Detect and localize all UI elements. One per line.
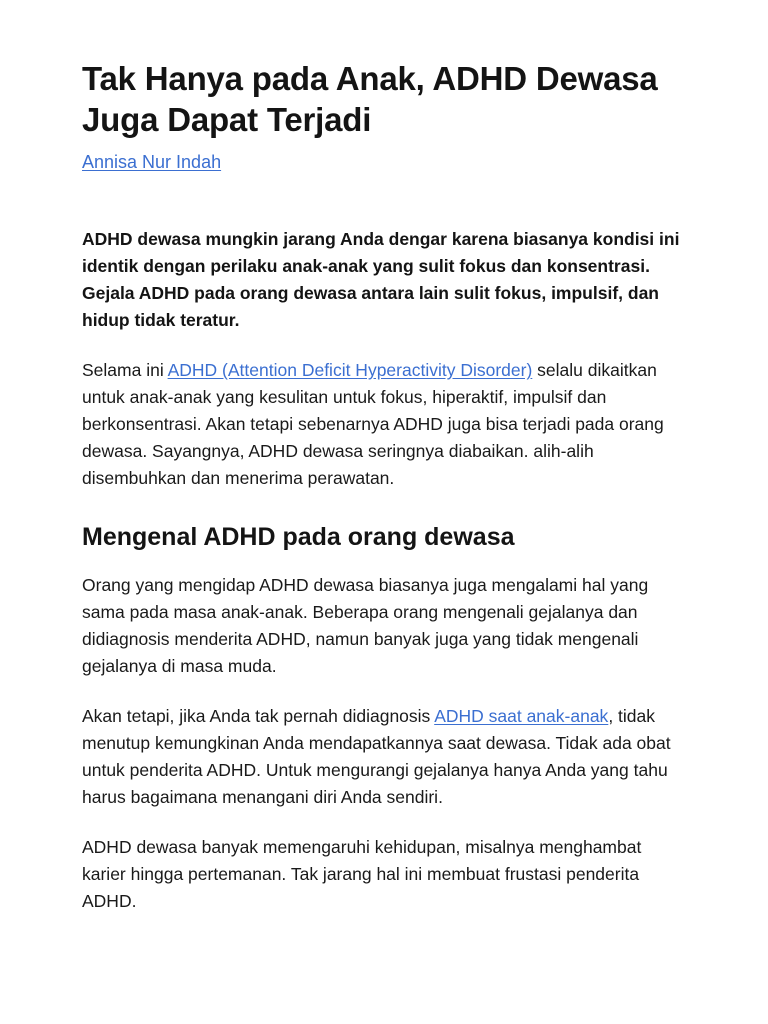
paragraph-recognition: Orang yang mengidap ADHD dewasa biasanya juga mengalami hal yang sama pada masa anak-anak. Beberapa orang mengenali gejalanya dan didiagnosis menderita ADHD, namun banyak juga yang tidak mengenali gejalanya di masa muda. [82, 575, 649, 676]
author-link[interactable]: Annisa Nur Indah [82, 152, 222, 172]
paragraph-intro-text-before: Selama ini [82, 360, 168, 380]
adhd-definition-link[interactable]: ADHD (Attention Deficit Hyperactivity Disorder) [167, 360, 533, 380]
article-title: Tak Hanya pada Anak, ADHD Dewasa Juga Dapat Terjadi [82, 60, 658, 138]
paragraph-diagnosis [82, 703, 686, 811]
paragraph-diagnosis-text-after: , tidak menutup kemungkinan Anda mendapatkannya saat dewasa. Tidak ada obat untuk penderita ADHD. Untuk mengurangi gejalanya hanya Anda yang tahu harus bagaimana menangani diri Anda sendiri. [82, 706, 671, 807]
adhd-children-link[interactable]: ADHD saat anak-anak [434, 706, 609, 726]
paragraph-intro-text-after: selalu dikaitkan untuk anak-anak yang kesulitan untuk fokus, hiperaktif, impulsif dan berkonsentrasi. Akan tetapi sebenarnya ADHD juga bisa terjadi pada orang dewasa. Sayangnya, ADHD dewasa seringnya diabaikan. alih-alih disembuhkan dan menerima perawatan. [82, 360, 664, 488]
article-lead: ADHD dewasa mungkin jarang Anda dengar karena biasanya kondisi ini identik dengan perilaku anak-anak yang sulit fokus dan konsentrasi. Gejala ADHD pada orang dewasa antara lain sulit fokus, impulsif, dan hidup tidak teratur. [82, 229, 680, 330]
paragraph-impact: ADHD dewasa banyak memengaruhi kehidupan, misalnya menghambat karier hingga pertemanan. Tak jarang hal ini membuat frustasi penderita ADHD. [82, 837, 642, 911]
paragraph-intro [82, 357, 686, 492]
section-heading: Mengenal ADHD pada orang dewasa [82, 523, 515, 551]
paragraph-diagnosis-text-before: Akan tetapi, jika Anda tak pernah didiagnosis [82, 706, 435, 726]
